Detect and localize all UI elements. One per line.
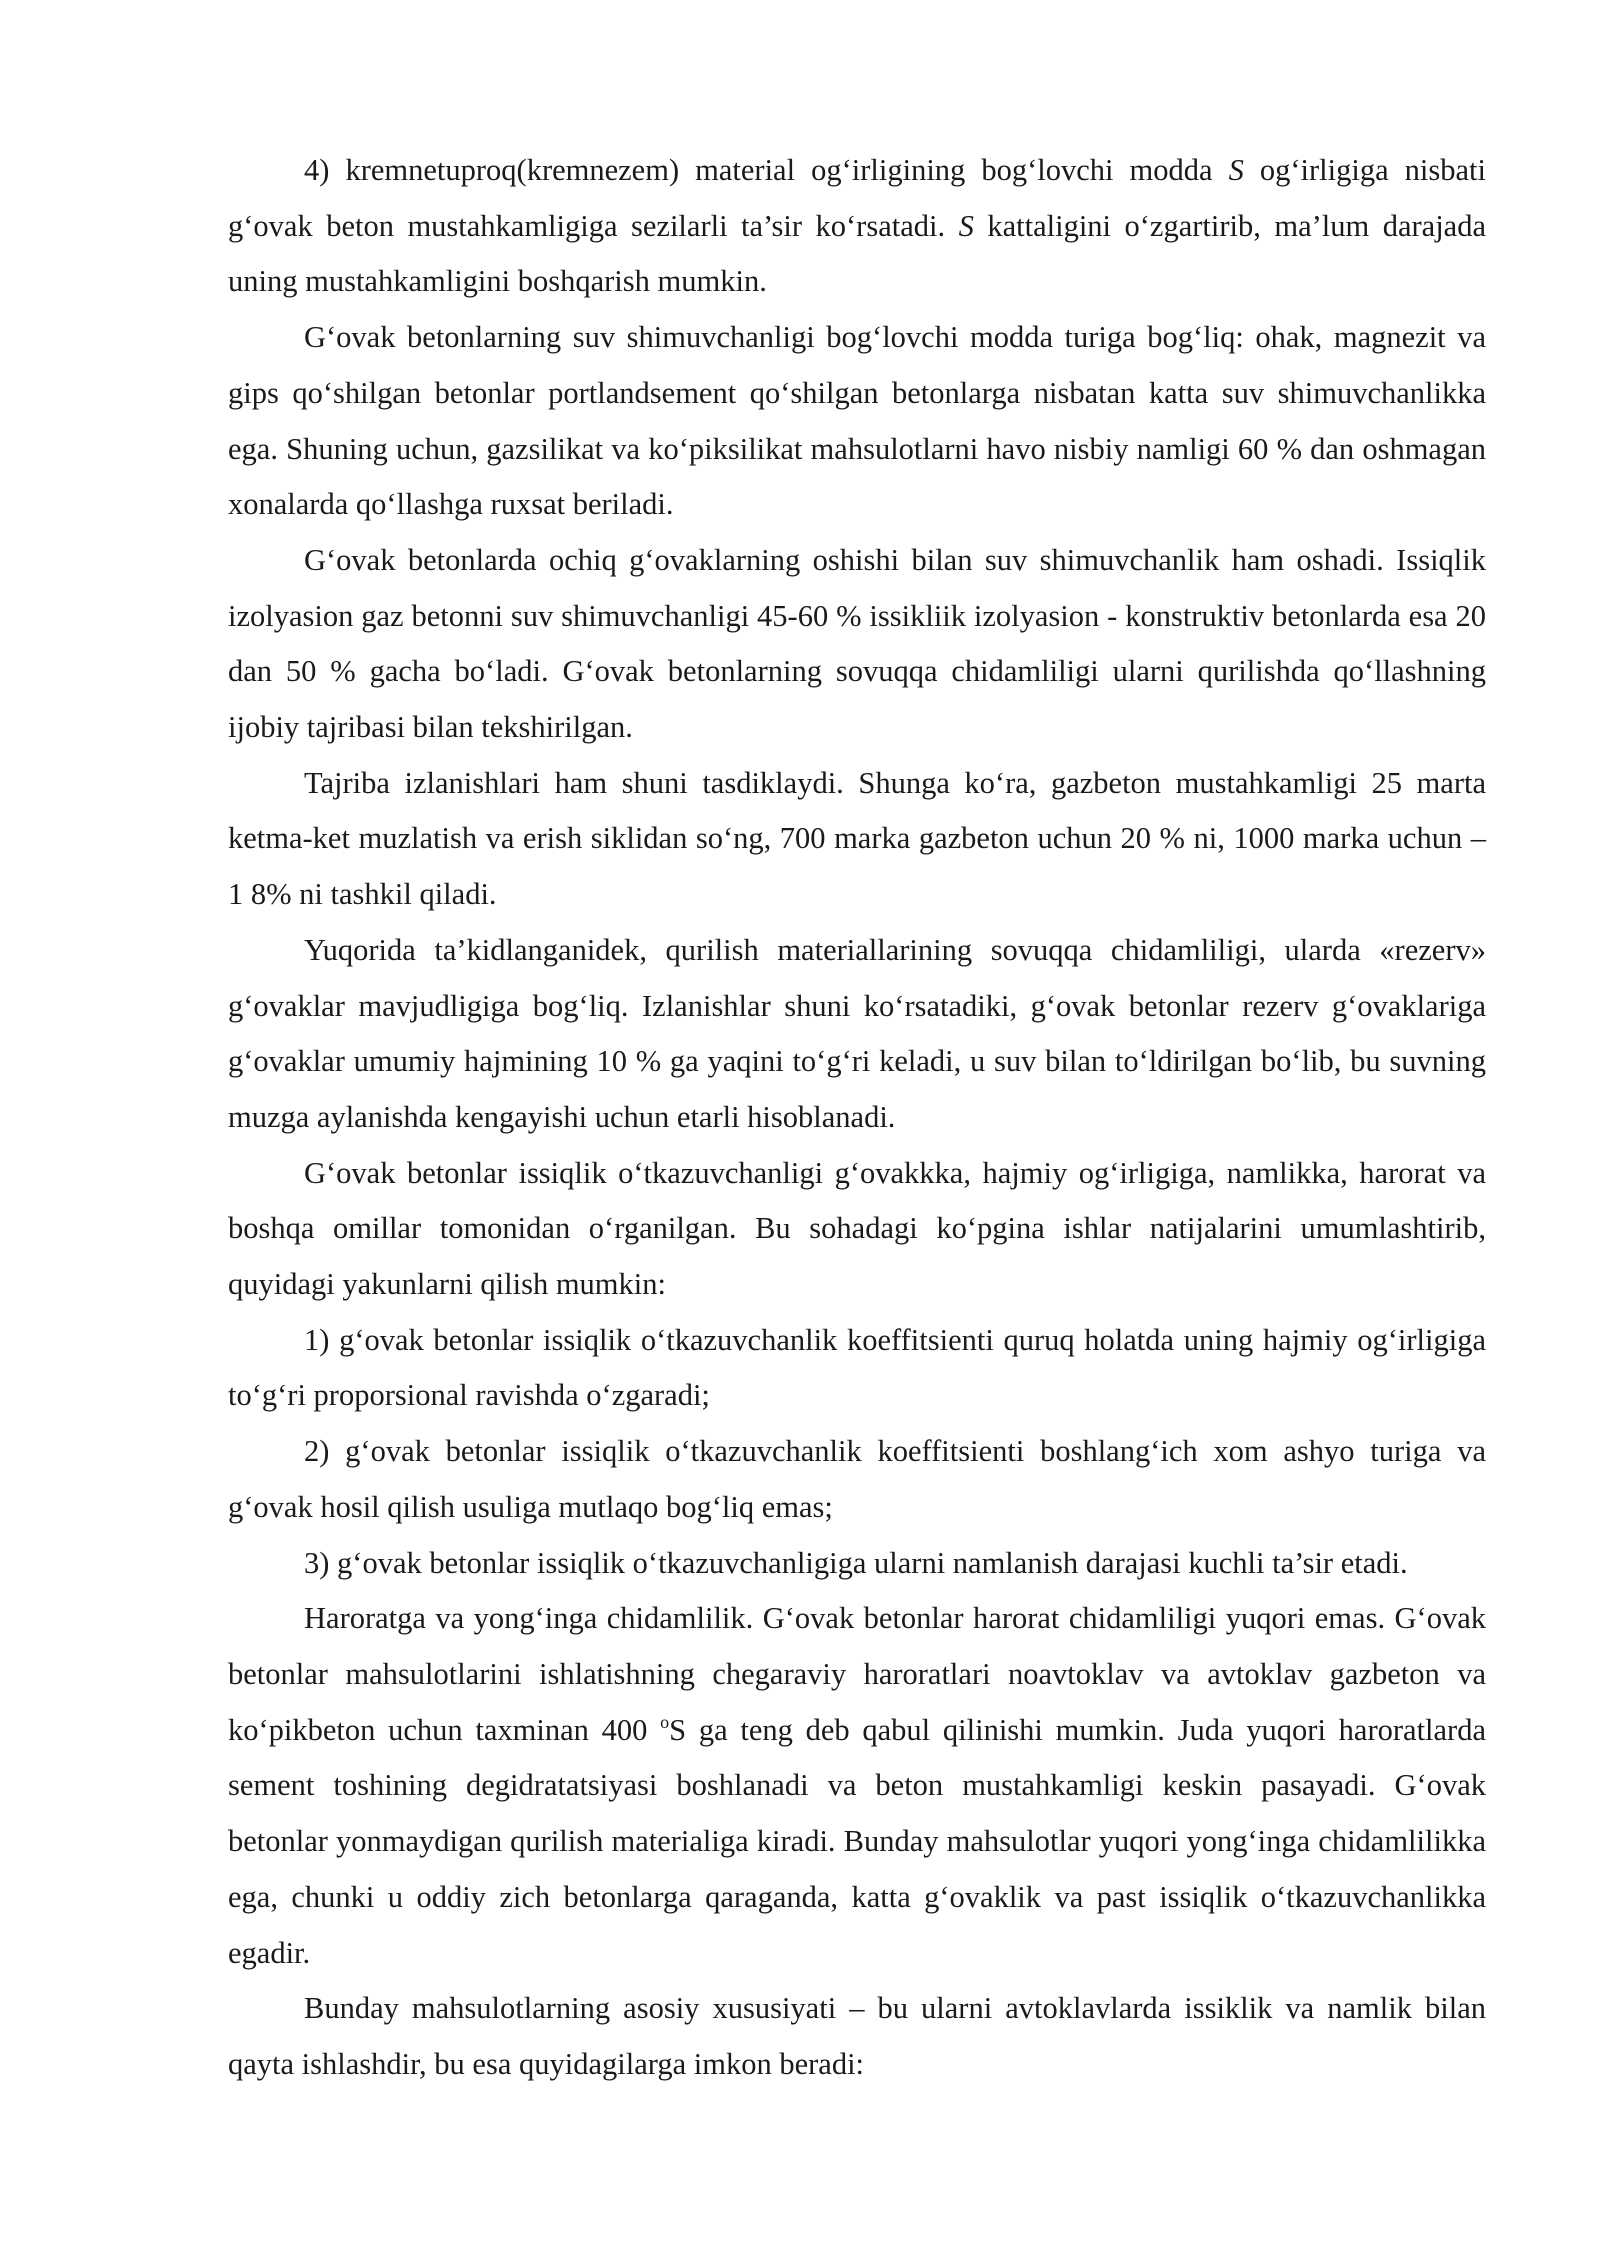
text-segment: S ga teng deb qabul qilinishi mumkin. Juda yuqori haroratlarda sement toshining degidratatsiyasi boshlanadi va beton mustahkamligi keskin pasayadi. G‘ovak betonlar yonmaydigan qurilish materialiga kiradi. Bunday mahsulotlar yuqori yong‘inga chidamlilikka ega, chunki u oddiy zich betonlarga qaraganda, katta g‘ovaklik va past issiqlik o‘tkazuvchanlikka egadir. (228, 1712, 1486, 1970)
paragraph-silica-ratio (228, 143, 1486, 310)
paragraph-thermal-conductivity: G‘ovak betonlar issiqlik o‘tkazuvchanligi g‘ovakkka, hajmiy og‘irligiga, namlikka, harorat va boshqa omillar tomonidan o‘rganilgan. Bu sohadagi ko‘pgina ishlar natijalarini umumlashtirib, quyidagi yakunlarni qilish mumkin: (228, 1155, 1486, 1302)
document-page (228, 143, 1486, 2093)
symbol-s: S (958, 208, 974, 243)
paragraph-autoclave: Bunday mahsulotlarning asosiy xususiyati – bu ularni avtoklavlarda issiklik va namlik bilan qayta ishlashdir, bu esa quyidagilarga imkon beradi: (228, 1991, 1486, 2081)
paragraph-open-pores: G‘ovak betonlarda ochiq g‘ovaklarning oshishi bilan suv shimuvchanlik ham oshadi. Issiqlik izolyasion gaz betonni suv shimuvchanligi 45-60 % issikliik izolyasion - konstruktiv betonlarda esa 20 dan 50 % gacha bo‘ladi. G‘ovak betonlarning sovuqqa chidamliligi ularni qurilishda qo‘llashning ijobiy tajribasi bilan tekshirilgan. (228, 542, 1486, 745)
text-segment: kattaligini o‘zgartirib, ma’lum darajada uning mustahkamligini boshqarish mumkin. (228, 208, 1486, 299)
list-item-2: 2) g‘ovak betonlar issiqlik o‘tkazuvchanlik koeffitsienti boshlang‘ich xom ashyo turiga va g‘ovak hosil qilish usuliga mutlaqo bog‘liq emas; (228, 1434, 1486, 1524)
text-segment: og‘irligiga nisbati g‘ovak beton mustahkamligiga sezilarli ta’sir ko‘rsatadi. (228, 153, 1487, 243)
degree-superscript: o (660, 1711, 670, 1732)
paragraph-test-results: Tajriba izlanishlari ham shuni tasdiklaydi. Shunga ko‘ra, gazbeton mustahkamligi 25 marta ketma-ket muzlatish va erish siklidan so‘ng, 700 marka gazbeton uchun 20 % ni, 1000 marka uchun – 1 8% ni tashkil qiladi. (228, 765, 1486, 912)
paragraph-water-absorption: G‘ovak betonlarning suv shimuvchanligi bog‘lovchi modda turiga bog‘liq: ohak, magnezit va gips qo‘shilgan betonlar portlandsement qo‘shilgan betonlarga nisbatan katta suv shimuvchanlikka ega. Shuning uchun, gazsilikat va ko‘piksilikat mahsulotlarni havo nisbiy namligi 60 % dan oshmagan xonalarda qo‘llashga ruxsat beriladi. (228, 320, 1486, 522)
list-item-1: 1) g‘ovak betonlar issiqlik o‘tkazuvchanlik koeffitsienti quruq holatda uning hajmiy og‘irligiga to‘g‘ri proporsional ravishda o‘zgaradi; (228, 1322, 1486, 1413)
text-segment: Haroratga va yong‘inga chidamlilik. G‘ovak betonlar harorat chidamliligi yuqori emas. G‘ovak betonlar mahsulotlarini ishlatishning chegaraviy haroratlari noavtoklav va avtoklav gazbeton va ko‘pikbeton uchun taxminan 400 (228, 1601, 1486, 1747)
list-item-3: 3) g‘ovak betonlar issiqlik o‘tkazuvchanligiga ularni namlanish darajasi kuchli ta’sir etadi. (304, 1545, 1408, 1580)
text-segment: 4) kremnetuproq(kremnezem) material og‘irligining bog‘lovchi modda (304, 153, 1229, 187)
symbol-s: S (1228, 153, 1244, 187)
paragraph-fire-resistance (228, 1591, 1486, 1981)
paragraph-reserve-pores: Yuqorida ta’kidlanganidek, qurilish materiallarining sovuqqa chidamliligi, ularda «rezerv» g‘ovaklar mavjudligiga bog‘liq. Izlanishlar shuni ko‘rsatadiki, g‘ovak betonlar rezerv g‘ovaklariga g‘ovaklar umumiy hajmining 10 % ga yaqini to‘g‘ri keladi, u suv bilan to‘ldirilgan bo‘lib, bu suvning muzga aylanishda kengayishi uchun etarli hisoblanadi. (228, 932, 1486, 1134)
